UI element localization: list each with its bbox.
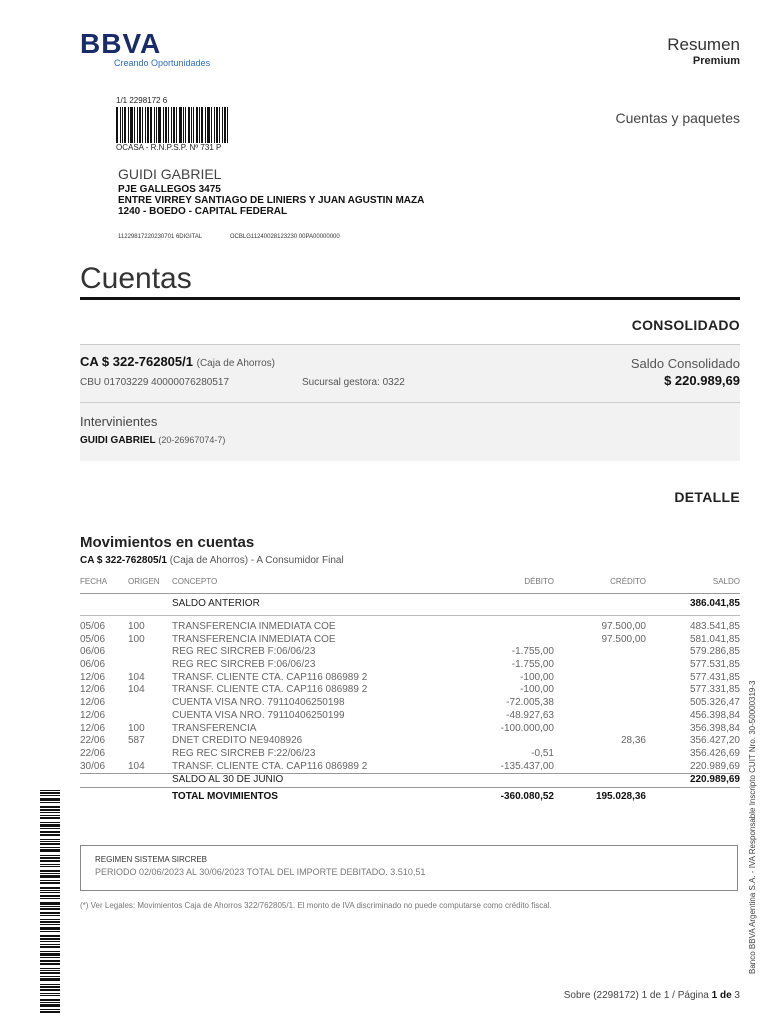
barcode-bar	[40, 960, 60, 962]
cell-fecha: 30/06	[80, 760, 106, 772]
cell-saldo: 356.426,69	[689, 747, 740, 759]
barcode-bar	[40, 866, 60, 867]
total-label: TOTAL MOVIMIENTOS	[172, 790, 278, 802]
cell-saldo: 581.041,85	[689, 633, 740, 645]
movimientos-account	[80, 555, 344, 566]
cell-saldo: 483.541,85	[689, 621, 740, 632]
section-hint: Cuentas y paquetes	[615, 110, 740, 126]
barcode-bar	[40, 790, 60, 791]
barcode-bar	[199, 107, 200, 143]
col-debito: DÉBITO	[524, 577, 554, 586]
title-rule	[80, 297, 740, 300]
barcode-bar	[40, 912, 60, 914]
sircreb-title: REGIMEN SISTEMA SIRCREB	[95, 855, 208, 864]
cell-credito: 28,36	[620, 735, 646, 747]
barcode-bar	[40, 924, 60, 925]
movement-rows	[80, 621, 740, 773]
barcode-bar	[176, 107, 177, 143]
saldo-consolidado-value: $ 220.989,69	[664, 373, 740, 388]
barcode-bottom-label: OCASA - R.N.P.S.P. Nº 731 P	[116, 143, 222, 152]
barcode-bar	[40, 847, 60, 848]
barcode-bar	[40, 1009, 60, 1010]
doc-subtitle: Premium	[692, 55, 740, 67]
barcode-bar	[40, 935, 60, 937]
barcode-bar	[40, 849, 60, 852]
cell-fecha: 12/06	[80, 709, 106, 721]
cell-fecha: 06/06	[80, 659, 106, 671]
cell-fecha: 06/06	[80, 646, 106, 658]
barcode-bar	[219, 107, 220, 143]
barcode-bar	[40, 882, 60, 884]
cell-concepto: CUENTA VISA NRO. 79110406250199	[172, 709, 345, 721]
barcode-bar	[165, 107, 167, 143]
barcode-bar	[40, 809, 60, 811]
saldo-final-value: 220.989,69	[689, 774, 740, 786]
saldo-anterior-label: SALDO ANTERIOR	[172, 598, 260, 609]
side-legal-text: Banco BBVA Argentina S.A. - IVA Responsable Inscripto CUIT Nro. 30-50000319-3	[748, 680, 757, 974]
barcode-bar	[191, 107, 192, 143]
page-footer	[564, 990, 740, 1001]
col-credito: CRÉDITO	[610, 577, 646, 586]
col-fecha: FECHA	[80, 577, 108, 586]
barcode-bar	[147, 107, 149, 143]
cell-fecha: 12/06	[80, 671, 106, 683]
barcode-bar	[40, 908, 60, 910]
col-saldo: SALDO	[712, 577, 740, 586]
barcode-bar	[122, 107, 123, 143]
barcode-bar	[40, 968, 60, 969]
table-row	[80, 748, 740, 761]
barcode-bar	[196, 107, 198, 143]
barcode-bar	[124, 107, 126, 143]
total-debito: -360.080,52	[500, 790, 554, 802]
barcode-bar	[40, 963, 60, 965]
side-barcode-graphic	[40, 790, 60, 1016]
document-title	[667, 35, 740, 67]
cell-fecha: 05/06	[80, 621, 106, 632]
barcode-bar	[40, 946, 60, 948]
postal-barcode	[116, 96, 230, 152]
cell-fecha: 12/06	[80, 722, 106, 734]
barcode-bar	[205, 107, 206, 143]
interviniente	[80, 435, 225, 446]
cell-fecha: 22/06	[80, 747, 106, 759]
barcode-bar	[40, 887, 60, 889]
address-line-1: PJE GALLEGOS 3475	[118, 184, 221, 195]
barcode-bar	[40, 995, 60, 996]
barcode-bar	[40, 1004, 60, 1007]
cell-origen: 587	[128, 735, 145, 747]
barcode-bar	[40, 798, 60, 801]
cell-origen: 100	[128, 621, 145, 632]
cell-saldo: 577.531,85	[689, 659, 740, 671]
saldo-anterior-value: 386.041,85	[689, 598, 740, 609]
barcode-bar	[173, 107, 175, 143]
barcode-bar	[40, 824, 60, 827]
barcode-bar	[150, 107, 152, 143]
sircreb-detail: PERIODO 02/06/2023 AL 30/06/2023 TOTAL DEL IMPORTE DEBITADO. 3.510,51	[95, 867, 426, 877]
cell-debito: -1.755,00	[511, 659, 554, 671]
table-row	[80, 697, 740, 710]
barcode-bar	[40, 976, 60, 977]
cell-fecha: 22/06	[80, 735, 106, 747]
cell-concepto: TRANSFERENCIA INMEDIATA COE	[172, 621, 336, 632]
cell-debito: -100.000,00	[500, 722, 554, 734]
table-header	[80, 577, 740, 594]
cell-debito: -1.755,00	[511, 646, 554, 658]
table-row	[80, 634, 740, 647]
detalle-heading: DETALLE	[674, 489, 740, 505]
cell-debito: -100,00	[520, 671, 554, 683]
table-row	[80, 646, 740, 659]
cell-debito: -100,00	[520, 684, 554, 696]
barcode-bar	[216, 107, 218, 143]
barcode-bar	[185, 107, 186, 143]
barcode-bar	[40, 931, 60, 932]
barcode-bar	[40, 860, 60, 862]
cell-credito: 97.500,00	[601, 633, 646, 645]
cell-concepto: TRANSF. CLIENTE CTA. CAP116 086989 2	[172, 684, 368, 696]
saldo-final-row	[80, 773, 740, 787]
barcode-bar	[40, 895, 60, 897]
barcode-bar	[40, 921, 60, 923]
barcode-bar	[168, 107, 169, 143]
cell-saldo: 456.398,84	[689, 709, 740, 721]
barcode-bar	[128, 107, 129, 143]
barcode-bar	[40, 831, 60, 833]
cell-debito: -72.005,38	[506, 697, 554, 709]
barcode-bar	[142, 107, 143, 143]
barcode-bar	[40, 1011, 60, 1013]
barcode-bar	[40, 843, 60, 845]
barcode-bar	[163, 107, 164, 143]
table-row	[80, 723, 740, 736]
cell-fecha: 12/06	[80, 697, 106, 709]
account-type: (Caja de Ahorros)	[196, 358, 275, 369]
bbva-logo	[80, 28, 210, 68]
barcode-bar	[40, 915, 60, 916]
barcode-bar	[40, 957, 60, 958]
cell-concepto: REG REC SIRCREB F:22/06/23	[172, 747, 316, 759]
barcode-bar	[179, 107, 182, 143]
movements-table	[80, 577, 740, 807]
cell-concepto: CUENTA VISA NRO. 79110406250198	[172, 697, 345, 709]
cell-origen: 100	[128, 633, 145, 645]
routing-codes	[118, 234, 366, 240]
barcode-bar	[40, 795, 60, 796]
cell-origen: 104	[128, 684, 145, 696]
saldo-consolidado-label: Saldo Consolidado	[630, 356, 740, 371]
account-number: CA $ 322-762805/1	[80, 354, 193, 369]
barcode-bar	[40, 938, 60, 940]
barcode-bar	[154, 107, 155, 143]
legal-note: (*) Ver Legales: Movimientos Caja de Ahorros 322/762805/1. El monto de IVA discriminado no puede computarse como crédito fiscal.	[80, 901, 552, 910]
barcode-bar	[40, 890, 60, 891]
cell-debito: -135.437,00	[500, 760, 554, 772]
barcode-bar	[40, 986, 60, 988]
cell-concepto: TRANSFERENCIA	[172, 722, 257, 734]
barcode-bar	[40, 802, 60, 803]
barcode-bar	[158, 107, 161, 143]
barcode-graphic	[116, 107, 230, 143]
address-line-2: ENTRE VIRREY SANTIAGO DE LINIERS Y JUAN AGUSTIN MAZA	[118, 195, 425, 206]
cell-saldo: 577.431,85	[689, 671, 740, 683]
barcode-bar	[40, 834, 60, 836]
barcode-bar	[40, 841, 60, 842]
table-row	[80, 710, 740, 723]
barcode-bar	[40, 828, 60, 829]
barcode-bar	[40, 817, 60, 819]
barcode-bar	[40, 857, 60, 859]
saldo-final-label: SALDO AL 30 DE JUNIO	[172, 774, 284, 786]
barcode-bar	[130, 107, 133, 143]
account-branch: Sucursal gestora: 0322	[302, 377, 405, 388]
interviniente-id: (20-26967074-7)	[158, 435, 226, 445]
barcode-bar	[40, 989, 60, 991]
table-row	[80, 735, 740, 748]
barcode-bar	[40, 927, 60, 930]
cell-concepto: TRANSF. CLIENTE CTA. CAP116 086989 2	[172, 671, 368, 683]
interviniente-name: GUIDI GABRIEL	[80, 435, 156, 446]
cell-saldo: 577.331,85	[689, 684, 740, 696]
address-line-3: 1240 - BOEDO - CAPITAL FEDERAL	[118, 206, 288, 217]
barcode-bar	[134, 107, 135, 143]
barcode-bar	[40, 993, 60, 994]
table-row	[80, 621, 740, 634]
table-row	[80, 761, 740, 774]
barcode-bar	[188, 107, 190, 143]
barcode-bar	[40, 902, 60, 905]
cell-saldo: 505.326,47	[689, 697, 740, 709]
barcode-bar	[120, 107, 121, 143]
barcode-top-label: 1/1 2298172 6	[116, 96, 168, 105]
barcode-bar	[40, 999, 60, 1001]
recipient-name: GUIDI GABRIEL	[118, 166, 222, 182]
cell-debito: -0,51	[531, 747, 554, 759]
cell-origen: 104	[128, 671, 145, 683]
cell-concepto: DNET CREDITO NE9408926	[172, 735, 303, 747]
side-barcode	[40, 790, 60, 1016]
saldo-anterior-row	[80, 598, 740, 616]
barcode-bar	[40, 880, 60, 881]
barcode-bar	[156, 107, 157, 143]
movimientos-title: Movimientos en cuentas	[80, 534, 255, 551]
barcode-bar	[40, 822, 60, 823]
intervinientes-box	[80, 402, 740, 461]
barcode-bar	[40, 812, 60, 813]
doc-title: Resumen	[667, 35, 740, 54]
routing-code-1: 11229817220230701 6DIGITAL	[118, 234, 203, 240]
barcode-bar	[40, 919, 60, 920]
barcode-bar	[40, 951, 60, 952]
barcode-bar	[40, 839, 60, 840]
barcode-bar	[40, 953, 60, 956]
account-summary-box	[80, 344, 740, 403]
barcode-bar	[183, 107, 184, 143]
barcode-bar	[116, 107, 118, 143]
footer-page: 1 de	[711, 990, 732, 1001]
barcode-bar	[40, 944, 60, 945]
movimientos-account-number: CA $ 322-762805/1	[80, 555, 167, 566]
barcode-bar	[40, 792, 60, 794]
barcode-bar	[193, 107, 194, 143]
barcode-bar	[201, 107, 203, 143]
section-title-cuentas: Cuentas	[80, 262, 192, 295]
barcode-bar	[40, 898, 60, 899]
logo-wordmark: BBVA	[80, 28, 162, 59]
cell-debito: -48.927,63	[506, 709, 554, 721]
col-concepto: CONCEPTO	[172, 577, 218, 586]
barcode-bar	[40, 855, 60, 856]
footer-suffix: 3	[731, 990, 740, 1001]
cell-saldo: 356.427,20	[689, 735, 740, 747]
barcode-bar	[171, 107, 172, 143]
account-cbu: CBU 01703229 40000076280517	[80, 377, 230, 388]
cell-fecha: 05/06	[80, 633, 106, 645]
barcode-bar	[139, 107, 141, 143]
barcode-bar	[40, 984, 60, 985]
consolidado-heading: CONSOLIDADO	[631, 317, 740, 333]
cell-concepto: TRANSFERENCIA INMEDIATA COE	[172, 633, 336, 645]
col-origen: ORIGEN	[128, 577, 160, 586]
recipient-address	[118, 184, 424, 217]
cell-saldo: 220.989,69	[689, 760, 740, 772]
movimientos-account-desc: (Caja de Ahorros) - A Consumidor Final	[169, 555, 344, 566]
cell-fecha: 12/06	[80, 684, 106, 696]
total-row	[80, 787, 740, 807]
barcode-bar	[40, 870, 60, 872]
cell-saldo: 579.286,85	[689, 646, 740, 658]
barcode-bar	[224, 107, 226, 143]
barcode-bar	[40, 806, 60, 808]
barcode-bar	[145, 107, 146, 143]
cell-saldo: 356.398,84	[689, 722, 740, 734]
barcode-bar	[40, 815, 60, 816]
barcode-bar	[40, 864, 60, 865]
barcode-bar	[214, 107, 215, 143]
barcode-bar	[40, 972, 60, 974]
intervinientes-label: Intervinientes	[80, 414, 158, 429]
cell-concepto: TRANSF. CLIENTE CTA. CAP116 086989 2	[172, 760, 368, 772]
barcode-bar	[40, 906, 60, 907]
barcode-bar	[40, 873, 60, 874]
cell-credito: 97.500,00	[601, 621, 646, 632]
total-credito: 195.028,36	[595, 790, 646, 802]
barcode-bar	[211, 107, 212, 143]
barcode-bar	[227, 107, 228, 143]
table-row	[80, 659, 740, 672]
footer-prefix: Sobre (2298172) 1 de 1 / Página	[563, 990, 712, 1001]
logo-tagline: Creando Oportunidades	[114, 58, 211, 68]
barcode-bar	[137, 107, 138, 143]
cell-origen: 104	[128, 760, 145, 772]
barcode-bar	[40, 1002, 60, 1003]
barcode-bar	[40, 892, 60, 893]
barcode-bar	[40, 970, 60, 971]
barcode-bar	[207, 107, 210, 143]
barcode-bar	[40, 941, 60, 942]
cell-concepto: REG REC SIRCREB F:06/06/23	[172, 659, 316, 671]
cell-origen: 100	[128, 722, 145, 734]
barcode-bar	[40, 978, 60, 981]
barcode-bar	[222, 107, 223, 143]
cell-concepto: REG REC SIRCREB F:06/06/23	[172, 646, 316, 658]
table-row	[80, 672, 740, 685]
barcode-bar	[40, 875, 60, 878]
table-row	[80, 684, 740, 697]
routing-code-2: OCBLG11240028123230 00PA00000000	[229, 234, 340, 240]
account-heading	[80, 354, 275, 369]
